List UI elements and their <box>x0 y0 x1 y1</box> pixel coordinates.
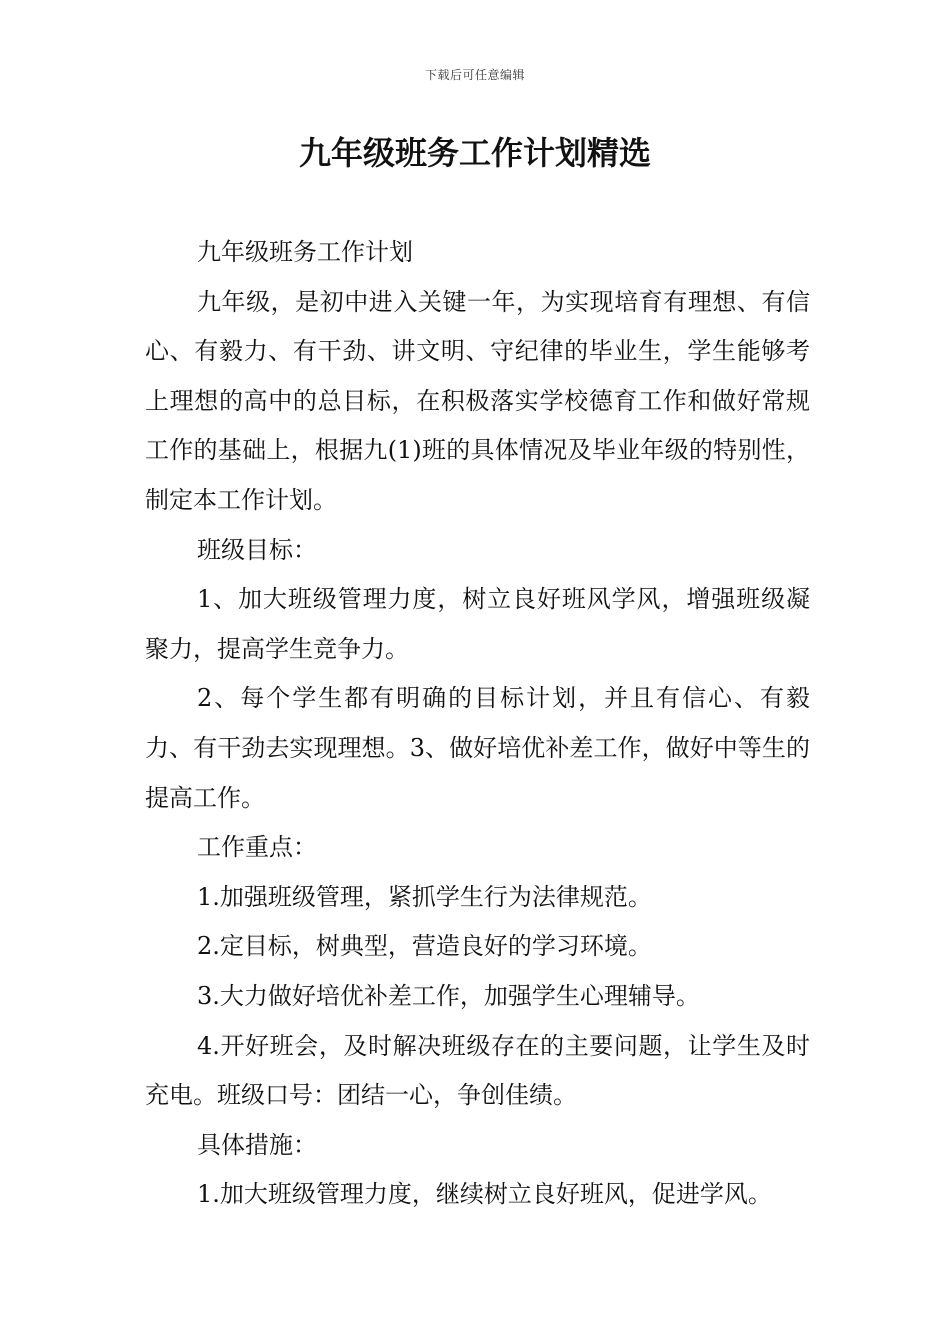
document-title: 九年级班务工作计划精选 <box>298 134 651 172</box>
goal-item-2-3: 2、每个学生都有明确的目标计划，并且有信心、有毅力、有干劲去实现理想。3、做好培优补差工作，做好中等生的提高工作。 <box>145 684 810 812</box>
section-heading-work-focus: 工作重点： <box>197 833 317 862</box>
measure-item-1: 1.加大班级管理力度，继续树立良好班风，促进学风。 <box>197 1180 772 1209</box>
focus-item-2: 2.定目标，树典型，营造良好的学习环境。 <box>197 932 652 961</box>
subtitle-paragraph: 九年级班务工作计划 <box>197 238 413 266</box>
intro-paragraph: 九年级，是初中进入关键一年，为实现培育有理想、有信心、有毅力、有干劲、讲文明、守纪律的毕业生，学生能够考上理想的高中的总目标，在积极落实学校德育工作和做好常规工作的基础上，根据九(1)班的具体情况及毕业年级的特别性，制定本工作计划。 <box>145 287 810 514</box>
focus-item-4: 4.开好班会，及时解决班级存在的主要问题，让学生及时充电。班级口号：团结一心，争创佳绩。 <box>145 1031 810 1110</box>
document-body <box>145 228 810 1220</box>
focus-item-3: 3.大力做好培优补差工作，加强学生心理辅导。 <box>197 981 700 1010</box>
header-note: 下载后可任意编辑 <box>424 68 525 82</box>
section-heading-measures: 具体措施： <box>197 1130 317 1159</box>
section-heading-class-goals: 班级目标： <box>197 535 317 564</box>
focus-item-1: 1.加强班级管理，紧抓学生行为法律规范。 <box>197 882 652 911</box>
goal-item-1: 1、加大班级管理力度，树立良好班风学风，增强班级凝聚力，提高学生竞争力。 <box>145 585 810 663</box>
